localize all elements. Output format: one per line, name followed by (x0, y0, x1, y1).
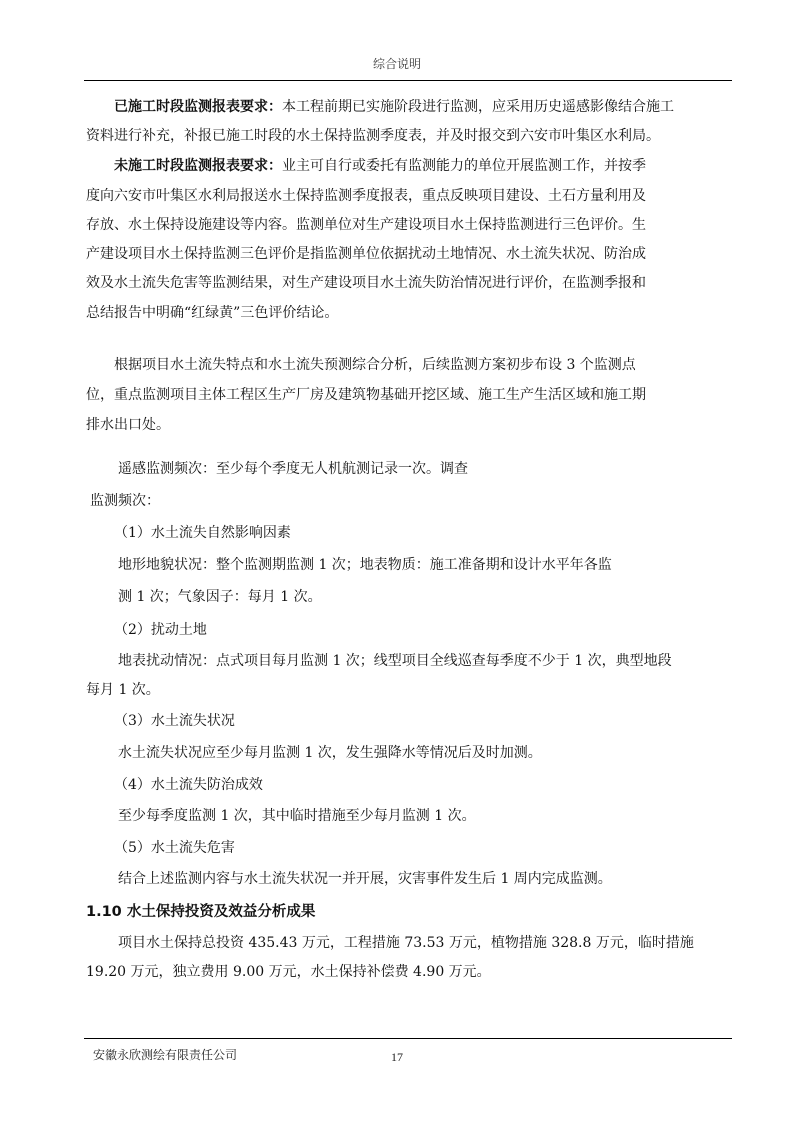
paragraph-line: 位，重点监测项目主体工程区生产厂房及建筑物基础开挖区域、施工生产生活区域和施工期 (86, 387, 646, 403)
paragraph-line (114, 98, 674, 116)
paragraph-line: 至少每季度监测 1 次，其中临时措施至少每月监测 1 次。 (118, 808, 476, 824)
item-title: （2）扰动土地 (114, 622, 207, 638)
item-title: （3）水土流失状况 (114, 713, 235, 729)
paragraph-line: 19.20 万元，独立费用 9.00 万元，水土保持补偿费 4.90 万元。 (86, 964, 491, 980)
paragraph-line: 遥感监测频次：至少每个季度无人机航测记录一次。调查 (118, 461, 468, 477)
paragraph-line: 每月 1 次。 (86, 682, 160, 698)
paragraph-line: 资料进行补充，补报已施工时段的水土保持监测季度表，并及时报交到六安市叶集区水利局。 (86, 128, 660, 144)
paragraph-line: 监测频次： (90, 493, 160, 509)
paragraph-line: 度向六安市叶集区水利局报送水土保持监测季度报表，重点反映项目建设、土石方量利用及 (86, 188, 646, 204)
paragraph-line: 地形地貌状况：整个监测期监测 1 次；地表物质：施工准备期和设计水平年各监 (118, 557, 612, 573)
paragraph-line: 产建设项目水土保持监测三色评价是指监测单位依据扰动土地情况、水土流失状况、防治成 (86, 246, 646, 262)
footer-rule (84, 1038, 732, 1039)
paragraph-line: 根据项目水土流失特点和水土流失预测综合分析，后续监测方案初步布设 3 个监测点 (114, 357, 636, 373)
paragraph-line: 总结报告中明确“红绿黄”三色评价结论。 (86, 305, 339, 321)
paragraph-line: 效及水土流失危害等监测结果，对生产建设项目水土流失防治情况进行评价，在监测季报和 (86, 275, 646, 291)
paragraph-line (114, 157, 646, 175)
paragraph-line: 项目水土保持总投资 435.43 万元，工程措施 73.53 万元，植物措施 328.8 万元，临时措施 (118, 935, 694, 951)
item-title: （1）水土流失自然影响因素 (114, 525, 291, 541)
page-number: 17 (391, 1050, 403, 1064)
paragraph-line: 排水出口处。 (86, 417, 170, 433)
text: 业主可自行或委托有监测能力的单位开展监测工作，并按季 (282, 158, 646, 174)
item-title: （5）水土流失危害 (114, 840, 235, 856)
item-title: （4）水土流失防治成效 (114, 777, 263, 793)
paragraph-line: 结合上述监测内容与水土流失状况一并开展，灾害事件发生后 1 周内完成监测。 (118, 871, 612, 887)
page-header-title: 综合说明 (372, 57, 421, 71)
paragraph-line: 水土流失状况应至少每月监测 1 次，发生强降水等情况后及时加测。 (118, 745, 542, 761)
bold-lead: 已施工时段监测报表要求： (114, 99, 282, 115)
bold-lead: 未施工时段监测报表要求： (114, 158, 282, 174)
paragraph-line: 测 1 次；气象因子：每月 1 次。 (118, 589, 322, 605)
header-rule (84, 80, 732, 81)
footer-company-name: 安徽永欣测绘有限责任公司 (93, 1048, 238, 1062)
paragraph-line: 地表扰动情况：点式项目每月监测 1 次；线型项目全线巡查每季度不少于 1 次，典型地段 (118, 653, 672, 669)
paragraph-line: 存放、水土保持设施建设等内容。监测单位对生产建设项目水土保持监测进行三色评价。生 (86, 217, 646, 233)
section-heading: 1.10 水土保持投资及效益分析成果 (86, 904, 316, 920)
text: 本工程前期已实施阶段进行监测，应采用历史遥感影像结合施工 (282, 99, 674, 115)
